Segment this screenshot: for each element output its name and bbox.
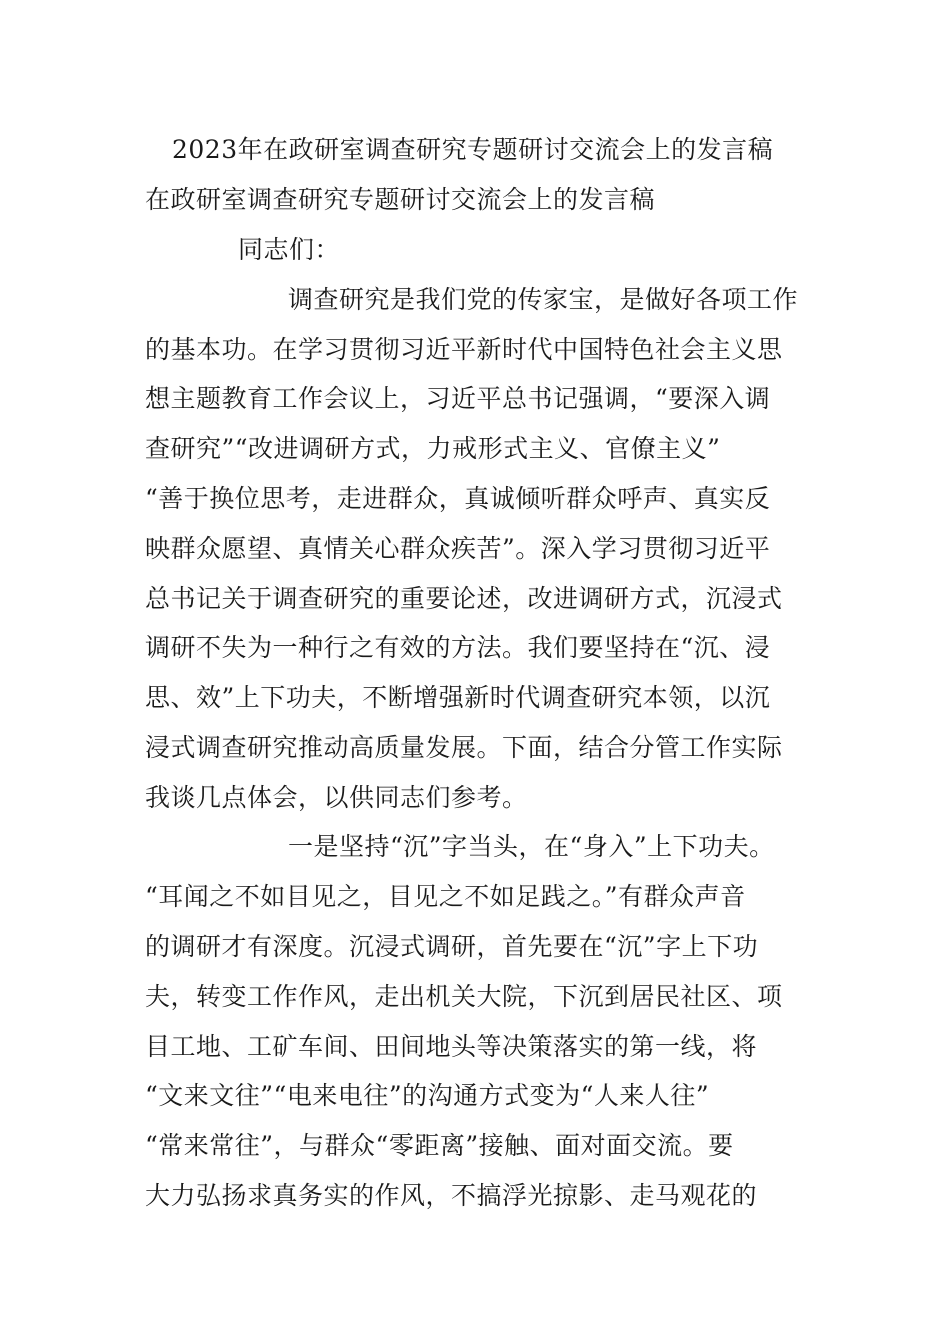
document-title: 2023年在政研室调查研究专题研讨交流会上的发言稿	[172, 135, 774, 164]
paragraph-line: 调研不失为一种行之有效的方法。我们要坚持在“沉、浸	[145, 633, 771, 662]
salutation: 同志们：	[238, 235, 341, 264]
paragraph-line: “常来常往”，与群众“零距离”接触、面对面交流。要	[145, 1131, 734, 1160]
paragraph-line: 目工地、工矿车间、田间地头等决策落实的第一线，将	[145, 1032, 758, 1061]
paragraph-line: 夫，转变工作作风，走出机关大院，下沉到居民社区、项	[145, 982, 783, 1011]
paragraph-line: “文来文往”“电来电往”的沟通方式变为“人来人往”	[145, 1081, 710, 1110]
paragraph-line: 查研究”“改进调研方式，力戒形式主义、官僚主义”	[145, 434, 721, 463]
paragraph-line: 我谈几点体会，以供同志们参考。	[145, 783, 528, 812]
paragraph-line: 大力弘扬求真务实的作风，不搞浮光掠影、走马观花的	[145, 1181, 758, 1210]
paragraph-line: 思、效”上下功夫，不断增强新时代调查研究本领，以沉	[145, 683, 771, 712]
paragraph-line: 一是坚持“沉”字当头，在“身入”上下功夫。	[288, 832, 775, 861]
paragraph-line: 映群众愿望、真情关心群众疾苦”。深入学习贯彻习近平	[145, 534, 771, 563]
paragraph-line: 想主题教育工作会议上，习近平总书记强调，“要深入调	[145, 384, 771, 413]
paragraph-line: “善于换位思考，走进群众，真诚倾听群众呼声、真实反	[145, 484, 771, 513]
document-subtitle: 在政研室调查研究专题研讨交流会上的发言稿	[145, 185, 656, 214]
paragraph-line: 总书记关于调查研究的重要论述，改进调研方式，沉浸式	[145, 584, 783, 613]
paragraph-line: 浸式调查研究推动高质量发展。下面，结合分管工作实际	[145, 733, 783, 762]
paragraph-line: “耳闻之不如目见之，目见之不如足践之。”有群众声音	[145, 882, 746, 911]
paragraph-line: 的基本功。在学习贯彻习近平新时代中国特色社会主义思	[145, 335, 783, 364]
paragraph-line: 调查研究是我们党的传家宝，是做好各项工作	[288, 285, 799, 314]
paragraph-line: 的调研才有深度。沉浸式调研，首先要在“沉”字上下功	[145, 932, 759, 961]
